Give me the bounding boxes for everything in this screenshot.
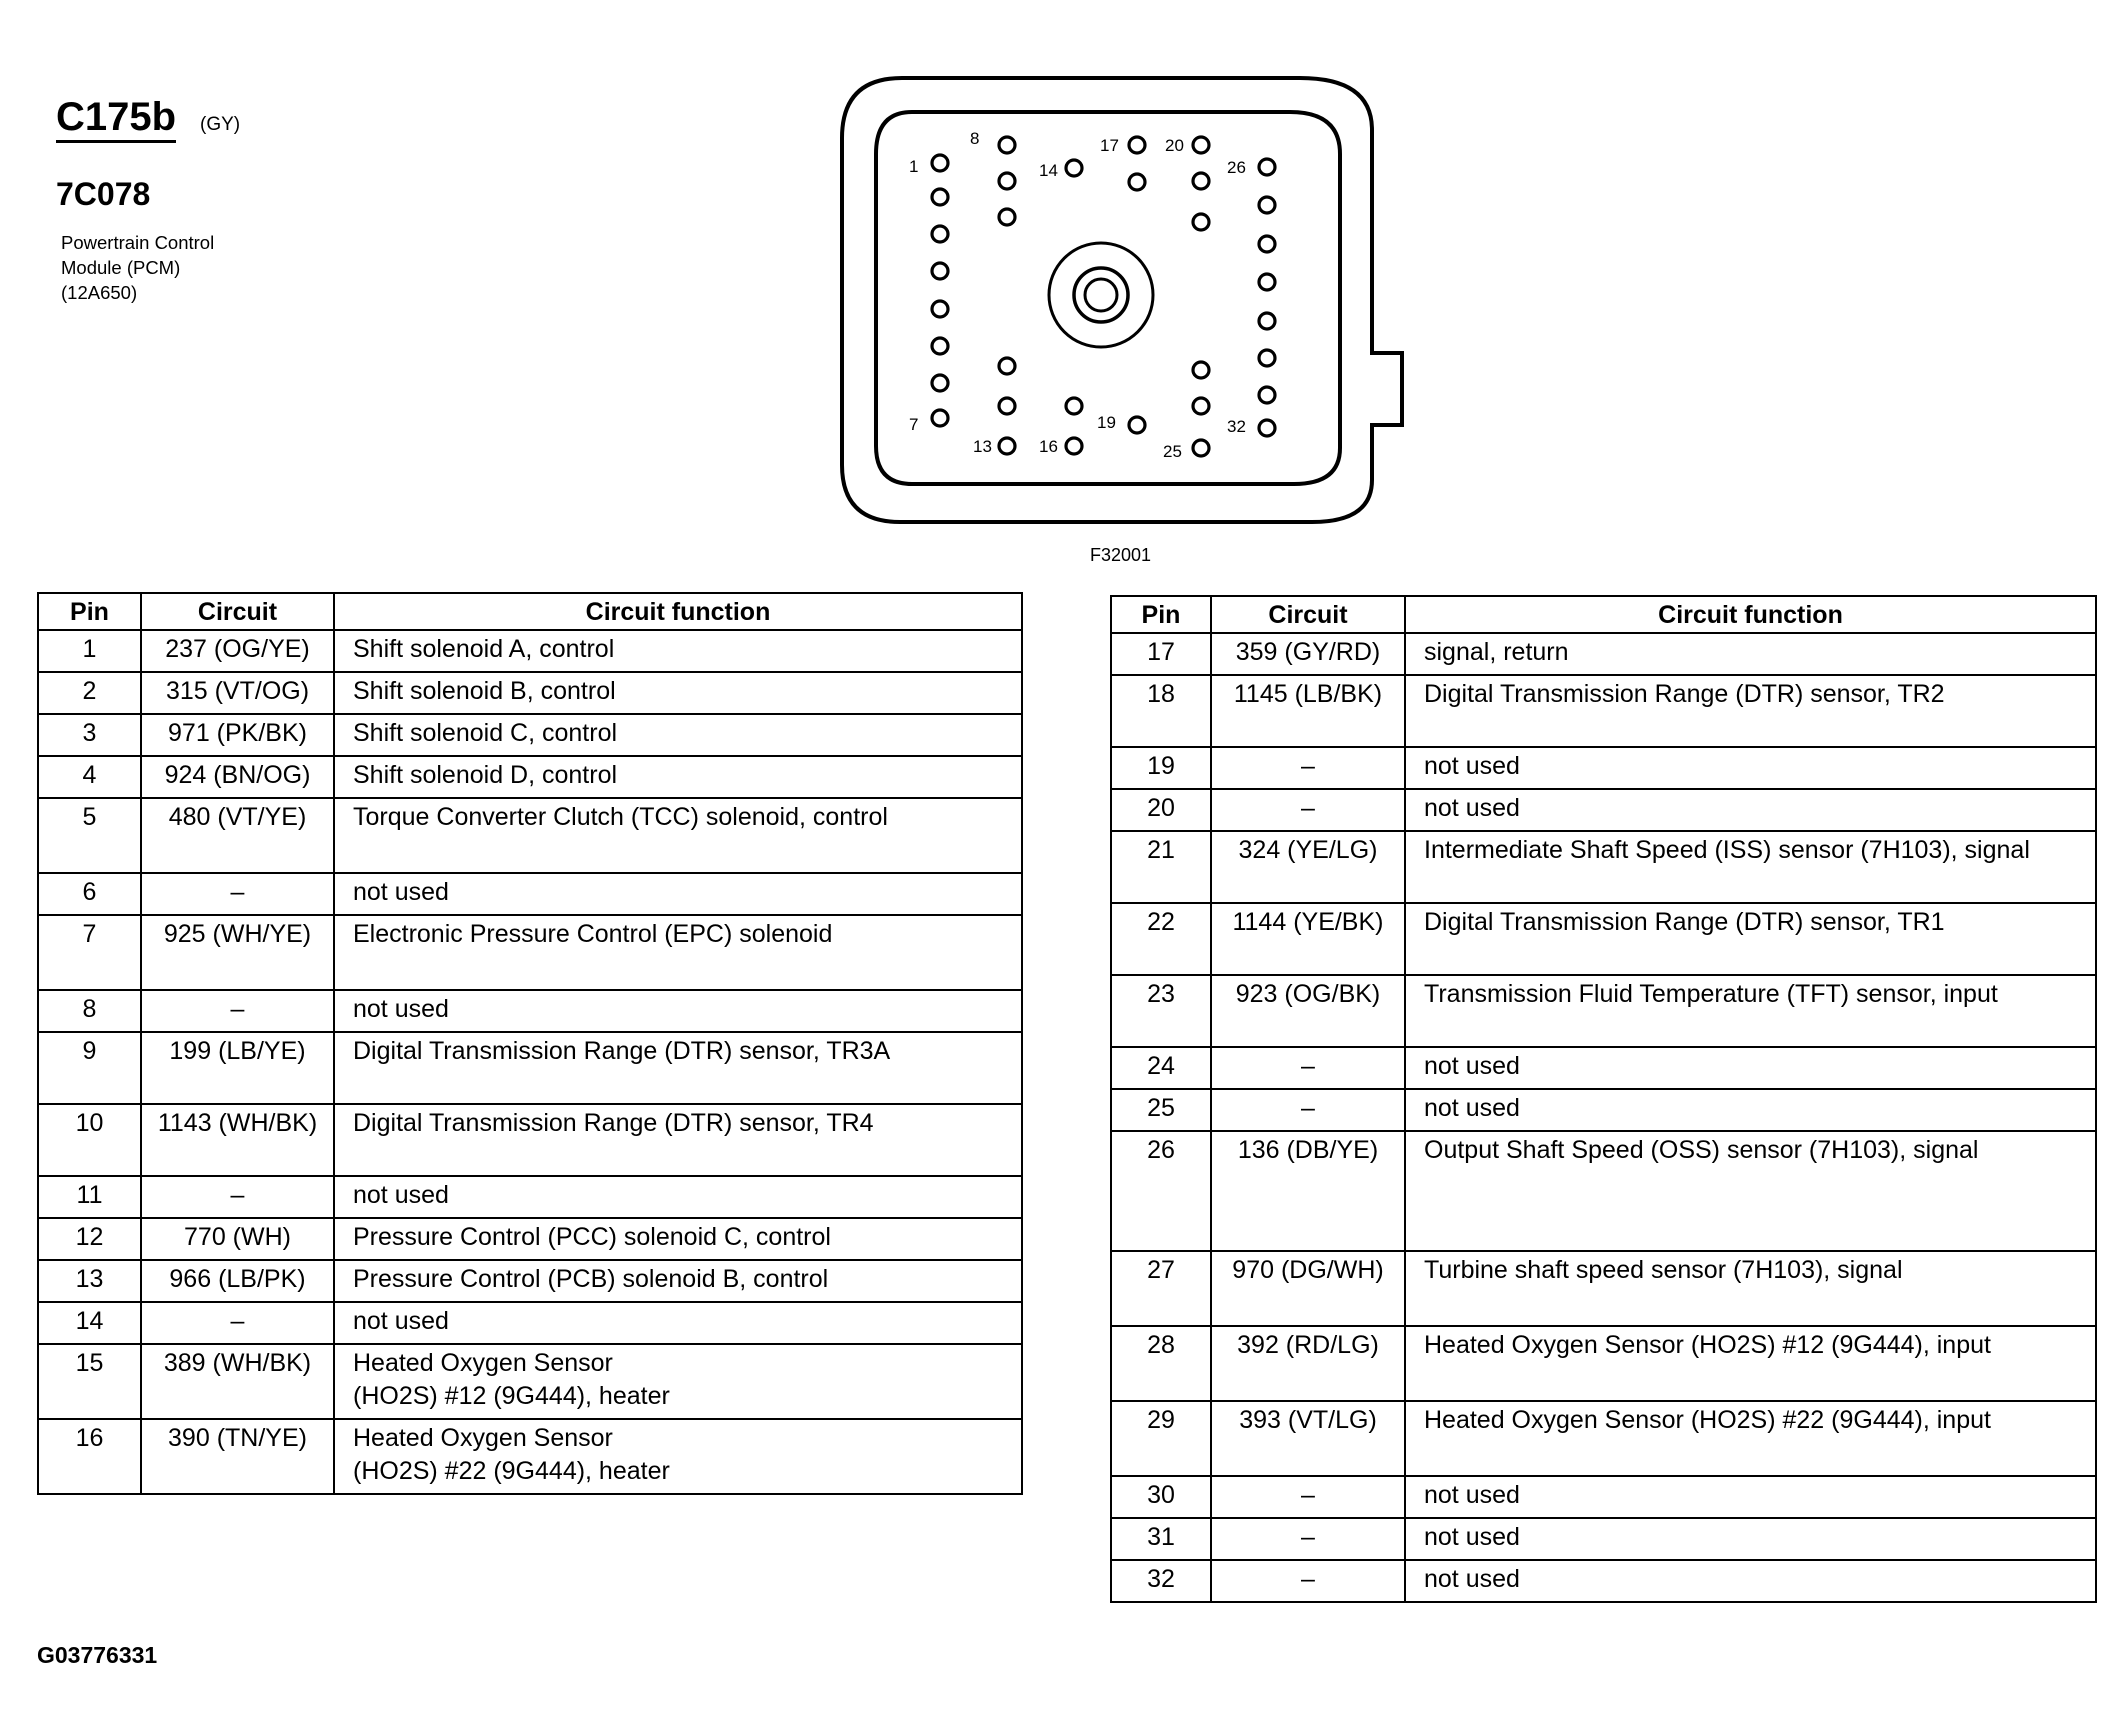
pin-hole [1193,214,1209,230]
table-body [38,630,1022,1494]
circuit-function-line: Digital Transmission Range (DTR) sensor, TR4 [353,1109,874,1137]
pin-number-cell: 25 [1111,1089,1211,1131]
drawing-code: G03776331 [37,1642,158,1668]
center-boss-middle [1074,268,1128,322]
column-header-circuit: Circuit [141,593,334,630]
table-row [38,1419,1022,1494]
connector-id: C175b [56,96,176,143]
circuit-function-cell [334,1260,1022,1302]
circuit-function-cell [334,1032,1022,1104]
pin-label-13: 13 [973,437,992,456]
pin-number-cell: 12 [38,1218,141,1260]
circuit-function-cell [1405,1131,2096,1251]
circuit-function-cell [1405,675,2096,747]
circuit-function-cell [334,873,1022,915]
circuit-function-line: not used [1424,1565,1520,1593]
circuit-function-cell [334,714,1022,756]
connector-color: (GY) [200,114,241,135]
circuit-function-cell [1405,1476,2096,1518]
table-header-row [38,593,1022,630]
pin-hole [1259,387,1275,403]
pinout-table-left [37,592,1023,1495]
pin-number-cell: 29 [1111,1401,1211,1476]
circuit-function-line: Intermediate Shaft Speed (ISS) sensor (7H103), signal [1424,836,2030,864]
circuit-function-line: Digital Transmission Range (DTR) sensor, TR1 [1424,908,1945,936]
circuit-function-line: Shift solenoid C, control [353,719,618,747]
table-header-row [1111,596,2096,633]
pin-hole [999,358,1015,374]
pin-hole [932,338,948,354]
circuit-function-line: Torque Converter Clutch (TCC) solenoid, control [353,803,888,831]
circuit-cell: 970 (DG/WH) [1211,1251,1405,1326]
pin-number-cell: 20 [1111,789,1211,831]
column-header-circuit: Circuit [1211,596,1405,633]
table-row [38,915,1022,990]
circuit-cell: – [141,873,334,915]
pin-number-cell: 4 [38,756,141,798]
pin-label-8: 8 [970,129,980,148]
pinout-table-right [1110,595,2097,1603]
pin-hole [999,173,1015,189]
circuit-cell: – [1211,747,1405,789]
circuit-function-cell [334,1302,1022,1344]
circuit-function-line: not used [1424,752,1520,780]
circuit-cell: – [1211,1476,1405,1518]
table-row [38,1260,1022,1302]
circuit-function-cell [334,798,1022,873]
table-row [1111,747,2096,789]
pin-hole [1193,398,1209,414]
circuit-cell: 237 (OG/YE) [141,630,334,672]
circuit-cell: – [1211,789,1405,831]
pin-hole [1193,173,1209,189]
circuit-cell: 480 (VT/YE) [141,798,334,873]
circuit-function-cell [334,630,1022,672]
pin-number-cell: 26 [1111,1131,1211,1251]
circuit-function-cell [334,756,1022,798]
pin-number-cell: 23 [1111,975,1211,1047]
table-row [1111,1560,2096,1602]
pin-number-cell: 18 [1111,675,1211,747]
circuit-function-line: Shift solenoid D, control [353,761,618,789]
circuit-function-cell [334,1104,1022,1176]
pin-hole [999,209,1015,225]
center-boss-outer [1049,243,1153,347]
pin-number-cell: 3 [38,714,141,756]
table-row [1111,1326,2096,1401]
pin-hole [1259,159,1275,175]
circuit-cell: 971 (PK/BK) [141,714,334,756]
circuit-function-cell [1405,747,2096,789]
circuit-function-line: signal, return [1424,638,1569,666]
circuit-function-cell [334,1344,1022,1419]
pin-hole [932,301,948,317]
table-row [1111,1047,2096,1089]
table-row [1111,903,2096,975]
pin-label-7: 7 [909,415,919,434]
circuit-cell: 770 (WH) [141,1218,334,1260]
pin-hole [1129,137,1145,153]
circuit-function-line: Heated Oxygen Sensor [353,1349,613,1377]
table-row [1111,1401,2096,1476]
table-row [1111,633,2096,675]
circuit-function-line: not used [1424,1094,1520,1122]
column-header-pin: Pin [1111,596,1211,633]
circuit-cell: – [141,990,334,1032]
pin-hole [1259,420,1275,436]
column-header-function: Circuit function [334,593,1022,630]
circuit-function-cell [1405,1089,2096,1131]
pin-hole [1259,350,1275,366]
circuit-cell: 390 (TN/YE) [141,1419,334,1494]
pin-number-cell: 16 [38,1419,141,1494]
column-header-function: Circuit function [1405,596,2096,633]
table-row [1111,1251,2096,1326]
circuit-function-line: Heated Oxygen Sensor (HO2S) #22 (9G444), input [1424,1406,1991,1434]
circuit-function-cell [334,915,1022,990]
circuit-function-line: not used [353,878,449,906]
pin-number-cell: 7 [38,915,141,990]
pin-label-14: 14 [1039,161,1058,180]
table-row [38,1104,1022,1176]
circuit-cell: 966 (LB/PK) [141,1260,334,1302]
table-row [38,1176,1022,1218]
circuit-function-cell [334,990,1022,1032]
circuit-cell: 392 (RD/LG) [1211,1326,1405,1401]
module-name [61,230,214,305]
pin-label-25: 25 [1163,442,1182,461]
table-row [1111,831,2096,903]
circuit-cell: – [141,1176,334,1218]
table-row [1111,1089,2096,1131]
pin-number-cell: 28 [1111,1326,1211,1401]
pin-number-cell: 14 [38,1302,141,1344]
circuit-function-line: Output Shaft Speed (OSS) sensor (7H103), signal [1424,1136,1979,1164]
circuit-function-line: (HO2S) #22 (9G444), heater [353,1457,670,1485]
table-row [38,873,1022,915]
pin-label-16: 16 [1039,437,1058,456]
pin-number-cell: 31 [1111,1518,1211,1560]
pin-hole [1066,438,1082,454]
pin-hole [1259,274,1275,290]
pin-number-cell: 13 [38,1260,141,1302]
pin-number-cell: 21 [1111,831,1211,903]
pin-number-cell: 8 [38,990,141,1032]
circuit-function-cell [1405,903,2096,975]
circuit-function-line: not used [1424,1481,1520,1509]
table-row [1111,1518,2096,1560]
pin-label-19: 19 [1097,413,1116,432]
circuit-cell: – [1211,1560,1405,1602]
pin-hole [1129,174,1145,190]
circuit-cell: – [1211,1518,1405,1560]
circuit-cell: 199 (LB/YE) [141,1032,334,1104]
circuit-function-line: Digital Transmission Range (DTR) sensor, TR2 [1424,680,1945,708]
connector-face-diagram [820,60,1420,530]
circuit-cell: 924 (BN/OG) [141,756,334,798]
circuit-function-line: Electronic Pressure Control (EPC) solenoid [353,920,833,948]
center-boss-inner [1085,279,1117,311]
table-row [38,1344,1022,1419]
pin-hole [932,155,948,171]
pin-hole [932,263,948,279]
module-name-line: Powertrain Control [61,232,215,253]
circuit-function-cell [334,1218,1022,1260]
pin-hole [999,438,1015,454]
table-row [1111,1476,2096,1518]
figure-code: F32001 [1090,545,1152,565]
circuit-function-line: not used [1424,1052,1520,1080]
circuit-cell: 359 (GY/RD) [1211,633,1405,675]
circuit-cell: 1145 (LB/BK) [1211,675,1405,747]
circuit-cell: 393 (VT/LG) [1211,1401,1405,1476]
circuit-function-cell [1405,1560,2096,1602]
pin-label-1: 1 [909,157,919,176]
circuit-function-cell [1405,1401,2096,1476]
pin-hole [1259,313,1275,329]
part-number: 7C078 [56,176,151,212]
table-row [1111,675,2096,747]
pin-hole [999,398,1015,414]
circuit-function-line: Digital Transmission Range (DTR) sensor, TR3A [353,1037,891,1065]
table-row [38,756,1022,798]
circuit-cell: 925 (WH/YE) [141,915,334,990]
pin-hole [932,410,948,426]
pin-number-cell: 19 [1111,747,1211,789]
table-row [38,672,1022,714]
circuit-function-cell [1405,1518,2096,1560]
pin-hole [932,375,948,391]
pin-hole [1193,137,1209,153]
pin-number-cell: 2 [38,672,141,714]
pin-hole [1066,160,1082,176]
table-row [38,798,1022,873]
table-row [38,1302,1022,1344]
pin-label-32: 32 [1227,417,1246,436]
circuit-function-line: Transmission Fluid Temperature (TFT) sensor, input [1424,980,1998,1008]
table-row [1111,975,2096,1047]
pin-label-17: 17 [1100,136,1119,155]
connector-outer-shell [842,78,1402,522]
circuit-function-cell [1405,975,2096,1047]
pin-number-cell: 27 [1111,1251,1211,1326]
pin-number-cell: 6 [38,873,141,915]
circuit-function-cell [1405,789,2096,831]
pin-number-cell: 9 [38,1032,141,1104]
pin-number-cell: 32 [1111,1560,1211,1602]
pin-number-cell: 11 [38,1176,141,1218]
circuit-function-cell [1405,633,2096,675]
circuit-function-line: Turbine shaft speed sensor (7H103), signal [1424,1256,1903,1284]
pin-hole [1193,440,1209,456]
module-name-line: (12A650) [61,282,138,303]
circuit-function-cell [334,1176,1022,1218]
table-row [1111,1131,2096,1251]
pin-label-20: 20 [1165,136,1184,155]
pin-hole [1129,417,1145,433]
table-row [38,630,1022,672]
pin-number-cell: 30 [1111,1476,1211,1518]
pin-number-cell: 22 [1111,903,1211,975]
pin-number-cell: 15 [38,1344,141,1419]
circuit-function-cell [1405,1047,2096,1089]
pin-label-26: 26 [1227,158,1246,177]
circuit-cell: 389 (WH/BK) [141,1344,334,1419]
circuit-function-cell [1405,1326,2096,1401]
pin-number-cell: 1 [38,630,141,672]
circuit-function-cell [1405,831,2096,903]
circuit-function-cell [334,1419,1022,1494]
table-row [38,990,1022,1032]
circuit-cell: – [1211,1047,1405,1089]
circuit-cell: 136 (DB/YE) [1211,1131,1405,1251]
table-row [38,1218,1022,1260]
pin-holes [932,137,1275,456]
pin-hole [1066,398,1082,414]
pin-number-cell: 10 [38,1104,141,1176]
pin-hole [1259,236,1275,252]
table-row [38,1032,1022,1104]
circuit-function-line: Pressure Control (PCC) solenoid C, control [353,1223,831,1251]
table-row [38,714,1022,756]
circuit-cell: 1144 (YE/BK) [1211,903,1405,975]
pin-hole [1259,197,1275,213]
circuit-function-line: not used [353,1181,449,1209]
circuit-function-line: Shift solenoid B, control [353,677,616,705]
table-row [1111,789,2096,831]
circuit-cell: 1143 (WH/BK) [141,1104,334,1176]
circuit-function-line: Pressure Control (PCB) solenoid B, control [353,1265,829,1293]
circuit-cell: – [141,1302,334,1344]
pin-hole [999,137,1015,153]
circuit-function-line: not used [1424,1523,1520,1551]
circuit-function-cell [334,672,1022,714]
circuit-function-line: not used [353,995,449,1023]
circuit-cell: 324 (YE/LG) [1211,831,1405,903]
pin-number-cell: 24 [1111,1047,1211,1089]
circuit-function-line: Shift solenoid A, control [353,635,615,663]
circuit-cell: 923 (OG/BK) [1211,975,1405,1047]
pin-hole [932,189,948,205]
pin-number-cell: 5 [38,798,141,873]
pin-hole [932,226,948,242]
module-name-line: Module (PCM) [61,257,181,278]
circuit-function-line: Heated Oxygen Sensor [353,1424,613,1452]
circuit-function-cell [1405,1251,2096,1326]
table-body [1111,633,2096,1602]
circuit-cell: – [1211,1089,1405,1131]
pin-hole [1193,362,1209,378]
circuit-function-line: not used [353,1307,449,1335]
circuit-function-line: Heated Oxygen Sensor (HO2S) #12 (9G444), input [1424,1331,1991,1359]
column-header-pin: Pin [38,593,141,630]
circuit-function-line: (HO2S) #12 (9G444), heater [353,1382,670,1410]
circuit-function-line: not used [1424,794,1520,822]
circuit-cell: 315 (VT/OG) [141,672,334,714]
pin-number-cell: 17 [1111,633,1211,675]
